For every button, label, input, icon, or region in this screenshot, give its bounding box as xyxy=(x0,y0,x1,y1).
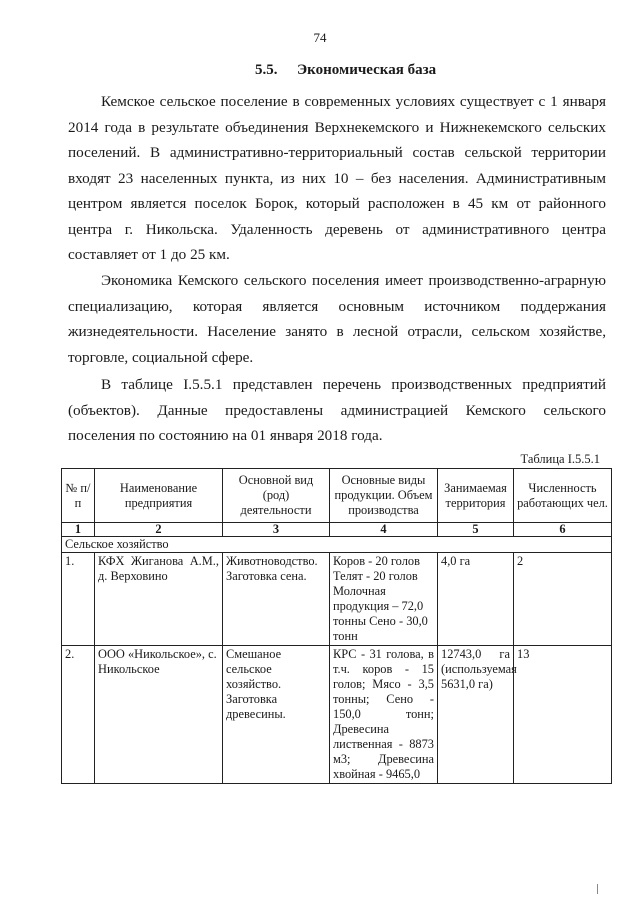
section-heading xyxy=(255,62,436,79)
header-activity: Основной вид (род) деятельности xyxy=(223,469,330,523)
row-territory: 4,0 га xyxy=(438,553,514,646)
row-activity: Животноводство. Заготовка сена. xyxy=(223,553,330,646)
column-number: 4 xyxy=(330,523,438,537)
row-products: КРС - 31 голова, в т.ч. коров - 15 голов; Мясо - 3,5 тонны; Сено - 150,0 тонн; Древесина лиственная - 8873 м3; Древесина хвойная - 9465,0 xyxy=(330,646,438,784)
column-number: 2 xyxy=(95,523,223,537)
table-row xyxy=(62,553,612,646)
header-products: Основные виды продукции. Объем производства xyxy=(330,469,438,523)
table-header-row xyxy=(62,469,612,523)
group-label: Сельское хозяйство xyxy=(62,537,612,553)
column-number: 3 xyxy=(223,523,330,537)
header-name: Наименование предприятия xyxy=(95,469,223,523)
page-number: 74 xyxy=(313,30,327,45)
row-num: 2. xyxy=(62,646,95,784)
row-activity: Смешаное сельское хозяйство. Заготовка древесины. xyxy=(223,646,330,784)
header-workers: Численность работающих чел. xyxy=(514,469,612,523)
header-num: № п/ п xyxy=(62,469,95,523)
row-territory: 12743,0 га (используемая 5631,0 га) xyxy=(438,646,514,784)
column-number: 6 xyxy=(514,523,612,537)
column-number: 1 xyxy=(62,523,95,537)
column-number: 5 xyxy=(438,523,514,537)
column-number-row xyxy=(62,523,612,537)
row-workers: 2 xyxy=(514,553,612,646)
paragraph-2: Экономика Кемского сельского поселения имеет производственно-аграрную специализацию, которая является основным источником поддержания жизнедеятельности. Население занято в лесной отрасли, сельском хозяйстве, торговле, социальной сфере. xyxy=(68,272,606,366)
section-number: 5.5. xyxy=(255,62,278,78)
row-num: 1. xyxy=(62,553,95,646)
paragraph-1: Кемское сельское поселение в современных условиях существует с 1 января 2014 года в результате объединения Верхнекемского и Нижнекемского сельских поселений. В административно-территориальный состав сельской территории входят 23 населенных пункта, из них 10 – без населения. Административным центром является поселок Борок, который расположен в 45 км от районного центра г. Никольска. Удаленность деревень от административного центра составляет от 1 до 25 км. xyxy=(68,93,606,263)
row-name: КФХ Жиганова А.М., д. Верховино xyxy=(95,553,223,646)
table-caption: Таблица I.5.5.1 xyxy=(520,452,600,466)
row-products: Коров - 20 голов Телят - 20 голов Молочная продукция – 72,0 тонны Сено - 30,0 тонн xyxy=(330,553,438,646)
section-title: Экономическая база xyxy=(297,62,437,78)
enterprises-table xyxy=(61,468,612,784)
scan-mark xyxy=(597,884,598,894)
header-territory: Занимаемая территория xyxy=(438,469,514,523)
row-workers: 13 xyxy=(514,646,612,784)
paragraph-3: В таблице I.5.5.1 представлен перечень производственных предприятий (объектов). Данные предоставлены администрацией Кемского сельского поселения по состоянию на 01 января 2018 года. xyxy=(68,376,606,444)
table-row xyxy=(62,646,612,784)
row-name: ООО «Никольское», с. Никольское xyxy=(95,646,223,784)
group-row xyxy=(62,537,612,553)
